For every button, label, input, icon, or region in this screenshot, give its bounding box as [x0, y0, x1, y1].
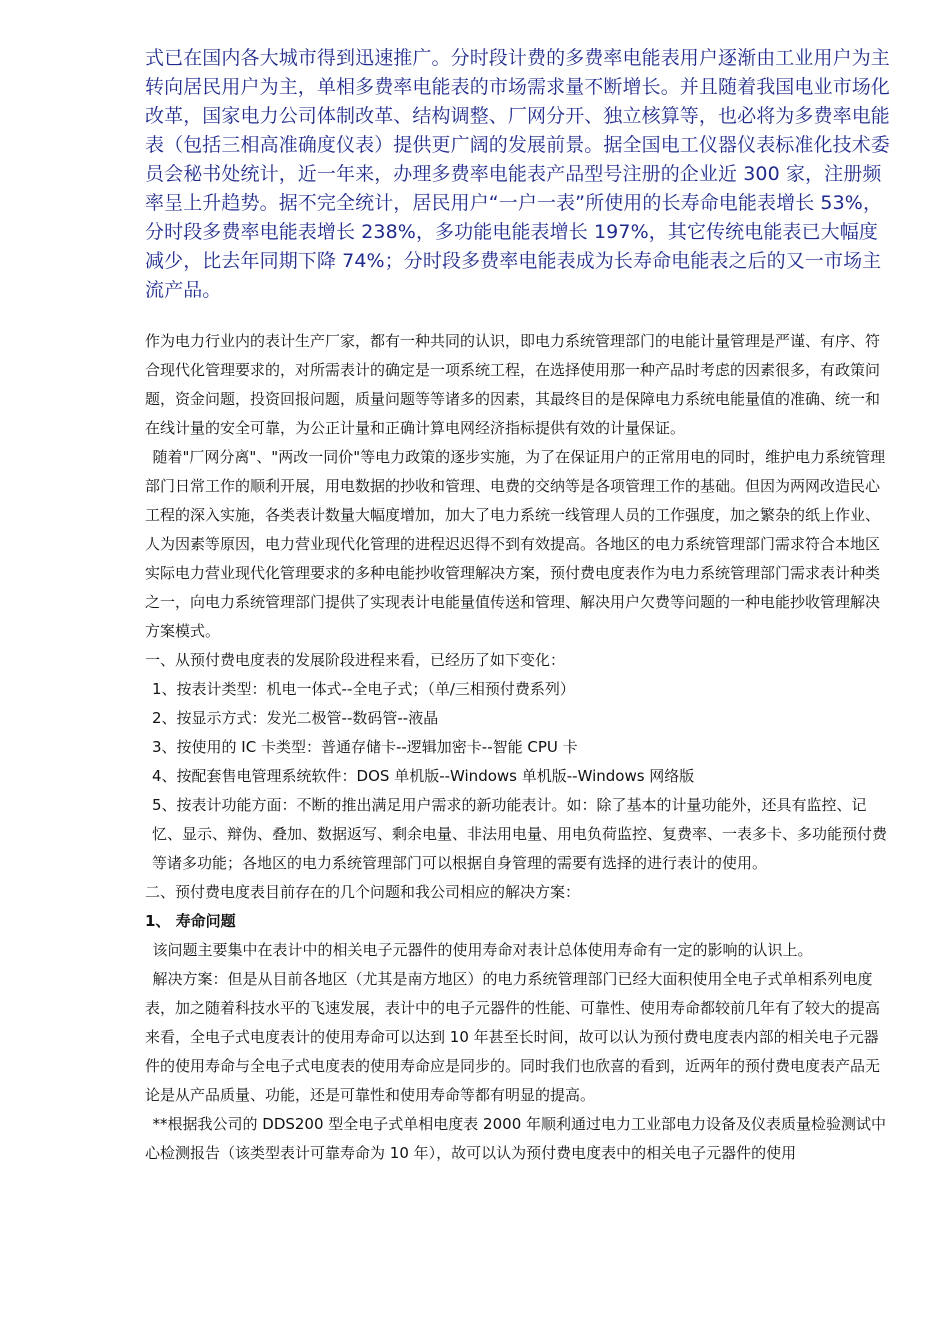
- paragraph-policy-context: 随着"厂网分离"、"两改一同价"等电力政策的逐步实施，为了在保证用户的正常用电的同时，维护电力系统管理部门日常工作的顺利开展，用电数据的抄收和管理、电费的交纳等是各项管理工作的基础。但因为两网改造民心工程的深入实施，各类表计数量大幅度增加，加大了电力系统一线管理人员的工作强度，加之繁杂的纸上作业、人为因素等原因，电力营业现代化管理的进程迟迟得不到有效提高。各地区的电力系统管理部门需求符合本地区实际电力营业现代化管理要求的多种电能抄收管理解决方案，预付费电度表作为电力系统管理部门需求表计种类之一，向电力系统管理部门提供了实现表计电能量值传送和管理、解决用户欠费等问题的一种电能抄收管理解决方案模式。: [145, 448, 886, 640]
- subheading-lifetime: 1、 寿命问题: [145, 912, 236, 930]
- document-body: [145, 327, 890, 1168]
- paragraph-lifetime-issue: 该问题主要集中在表计中的相关电子元器件的使用寿命对表计总体使用寿命有一定的影响的认识上。: [152, 941, 813, 959]
- intro-paragraph: 式已在国内各大城市得到迅速推广。分时段计费的多费率电能表用户逐渐由工业用户为主转向居民用户为主，单相多费率电能表的市场需求量不断增长。并且随着我国电业市场化改革，国家电力公司体制改革、结构调整、厂网分开、独立核算等，也必将为多费率电能表（包括三相高准确度仪表）提供更广阔的发展前景。据全国电工仪器仪表标准化技术委员会秘书处统计，近一年来，办理多费率电能表产品型号注册的企业近 300 家，注册频率呈上升趋势。据不完全统计，居民用户“一户一表”所使用的长寿命电能表增长 53%，分时段多费率电能表增长 238%，多功能电能表增长 197%，其它传统电能表已大幅度减少，比去年同期下降 74%；分时段多费率电能表成为长寿命电能表之后的又一市场主流产品。: [145, 47, 890, 301]
- list-item: 2、按显示方式：发光二极管--数码管--液晶: [152, 709, 439, 727]
- list-item: 3、按使用的 IC 卡类型：普通存储卡--逻辑加密卡--智能 CPU 卡: [152, 738, 578, 756]
- list-item: 4、按配套售电管理系统软件：DOS 单机版--Windows 单机版--Windows 网络版: [152, 767, 695, 785]
- document-page: [145, 44, 890, 1168]
- paragraph-industry-view: 作为电力行业内的表计生产厂家，都有一种共同的认识，即电力系统管理部门的电能计量管理是严谨、有序、符合现代化管理要求的，对所需表计的确定是一项系统工程，在选择使用那一种产品时考虑的因素很多，有政策问题，资金问题，投资回报问题，质量问题等等诸多的因素，其最终目的是保障电力系统电能量值的准确、统一和在线计量的安全可靠，为公正计量和正确计算电网经济指标提供有效的计量保证。: [145, 332, 881, 437]
- paragraph-test-report: **根据我公司的 DDS200 型全电子式单相电度表 2000 年顺利通过电力工业部电力设备及仪表质量检验测试中心检测报告（该类型表计可靠寿命为 10 年），故可以认为预付费电度表中的相关电子元器件的使用: [145, 1115, 887, 1162]
- list-item: 5、按表计功能方面：不断的推出满足用户需求的新功能表计。如：除了基本的计量功能外，还具有监控、记忆、显示、辩伪、叠加、数据返写、剩余电量、非法用电量、用电负荷监控、复费率、一表多卡、多功能预付费等诸多功能；各地区的电力系统管理部门可以根据自身管理的需要有选择的进行表计的使用。: [152, 796, 888, 872]
- section-heading-development: 一、从预付费电度表的发展阶段进程来看，已经历了如下变化：: [145, 651, 566, 669]
- paragraph-solution: 解决方案：但是从目前各地区（尤其是南方地区）的电力系统管理部门已经大面积使用全电子式单相系列电度表，加之随着科技水平的飞速发展，表计中的电子元器件的性能、可靠性、使用寿命都较前几年有了较大的提高来看，全电子式电度表计的使用寿命可以达到 10 年甚至长时间，故可以认为预付费电度表内部的相关电子元器件的使用寿命与全电子式电度表的使用寿命应是同步的。同时我们也欣喜的看到，近两年的预付费电度表产品无论是从产品质量、功能，还是可靠性和使用寿命等都有明显的提高。: [145, 970, 881, 1104]
- section-heading-problems: 二、预付费电度表目前存在的几个问题和我公司相应的解决方案：: [145, 883, 581, 901]
- list-item: 1、按表计类型：机电一体式--全电子式；（单/三相预付费系列）: [152, 680, 575, 698]
